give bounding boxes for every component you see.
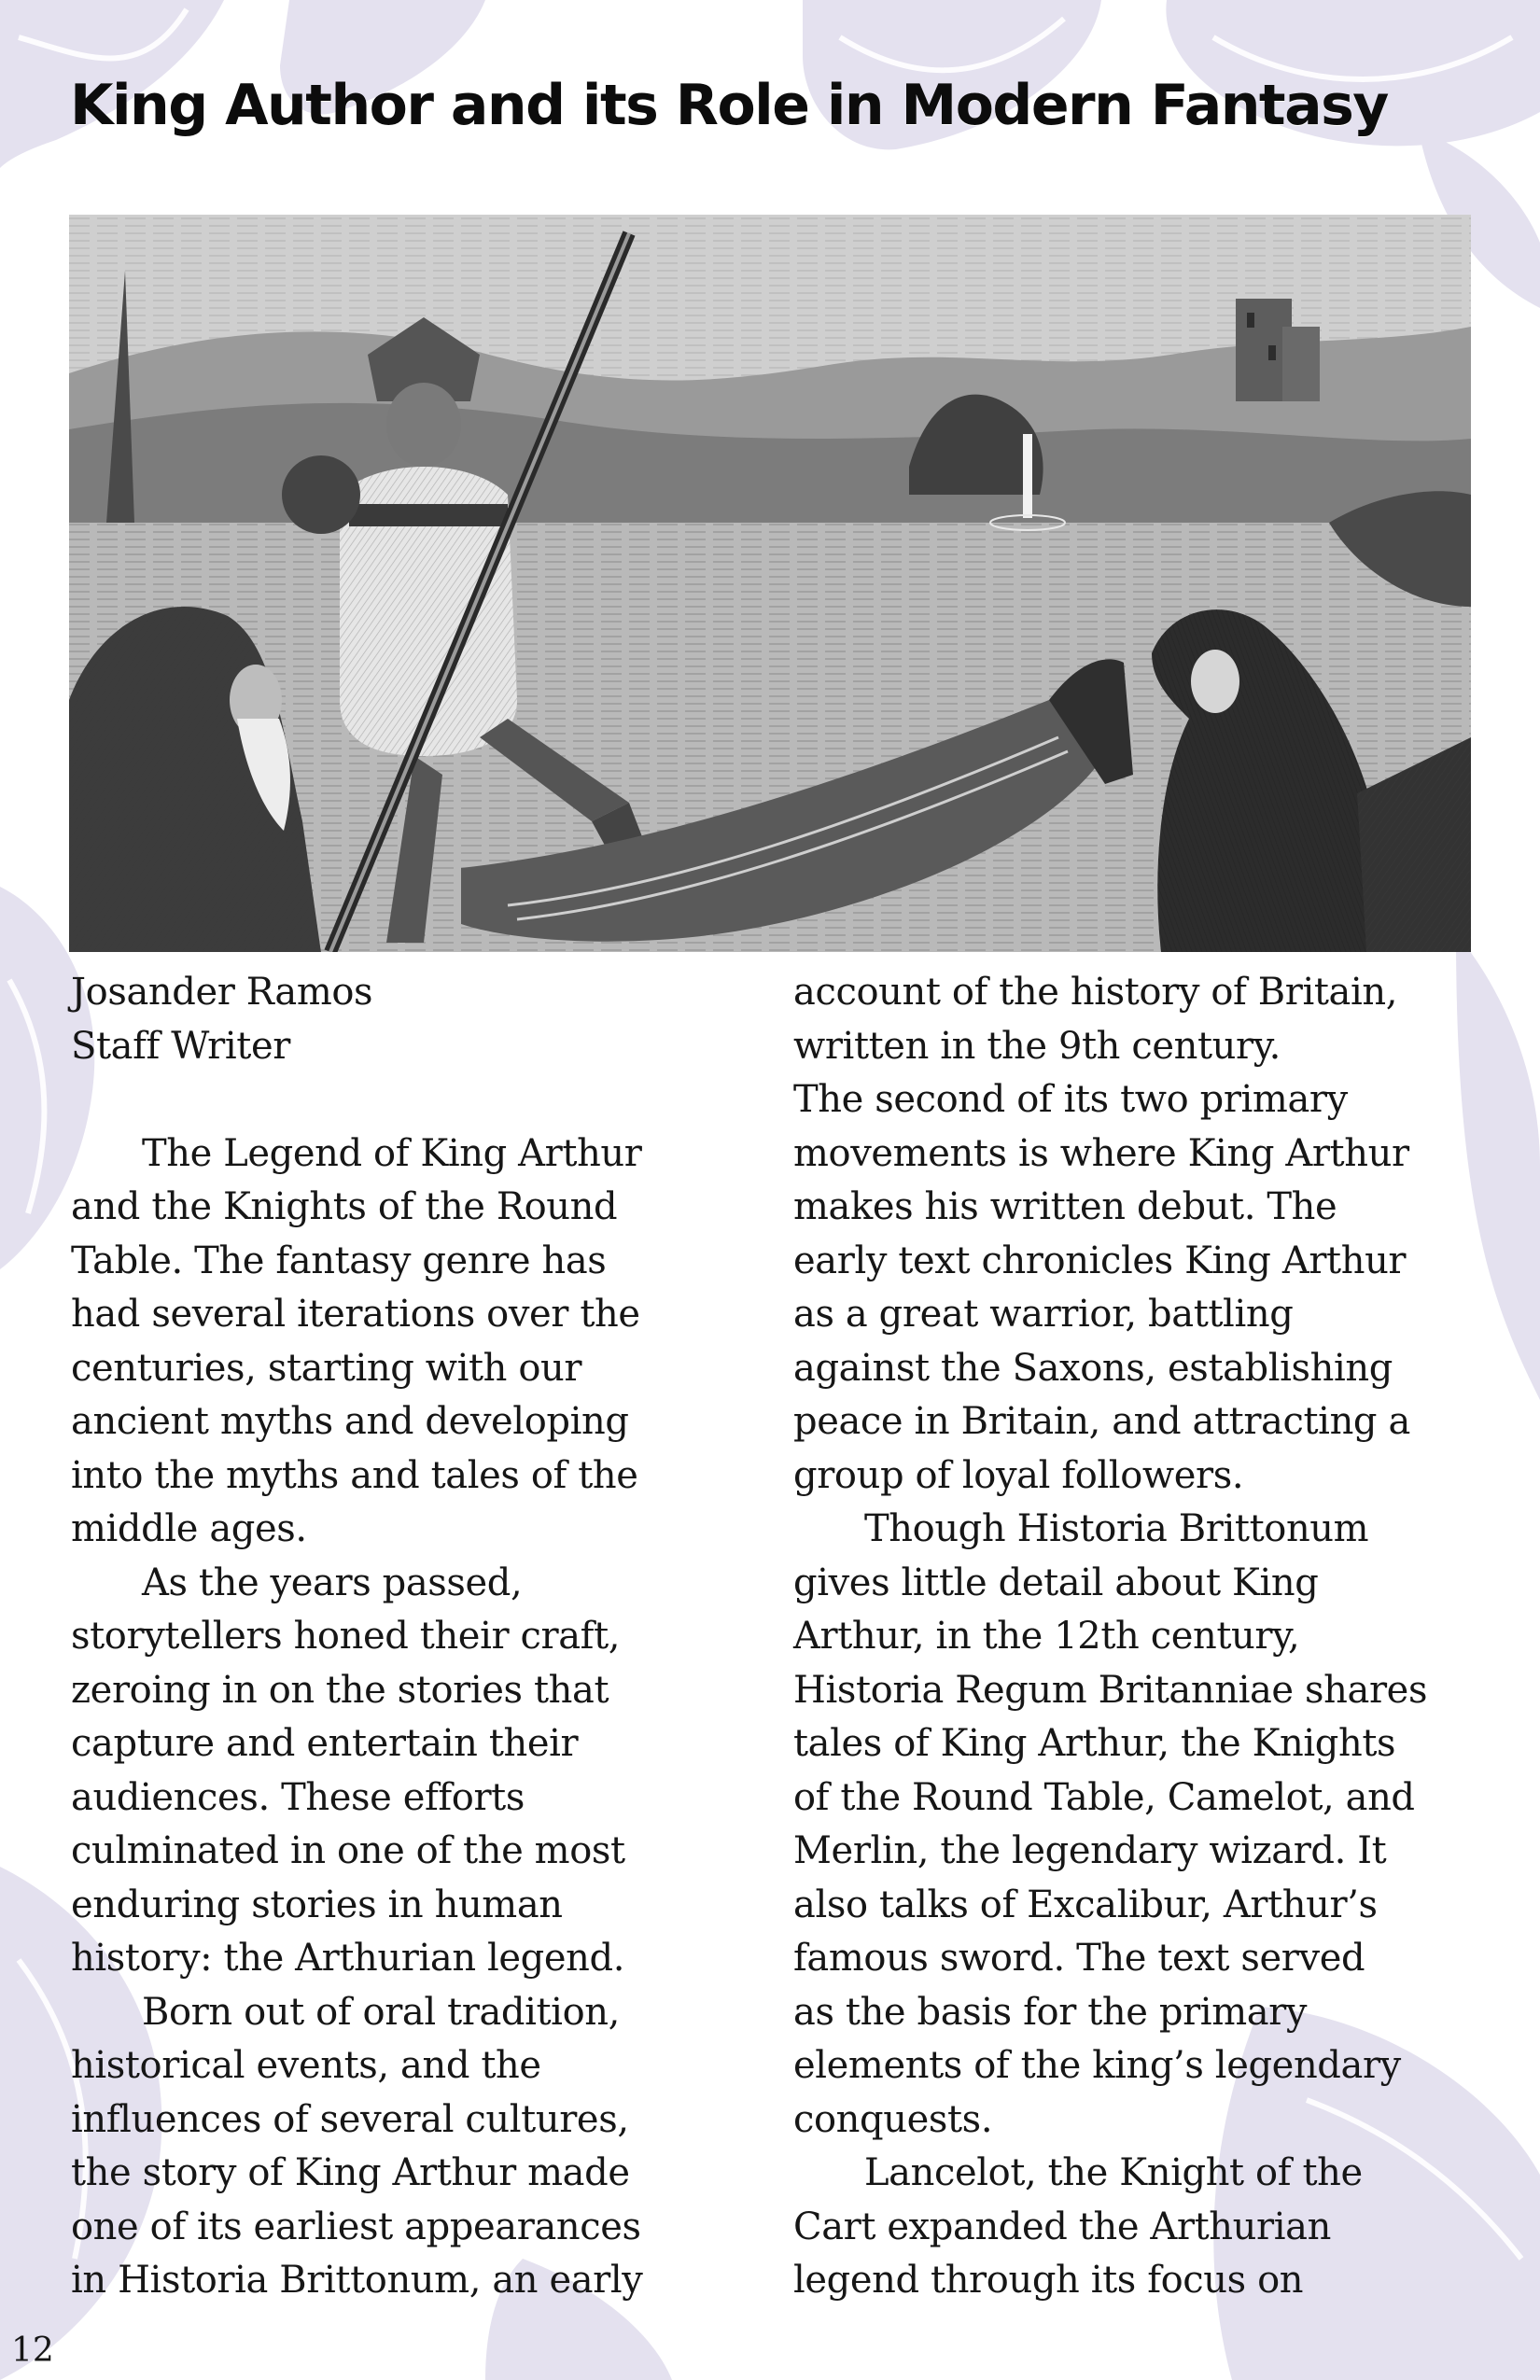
body-line: ancient myths and developing (71, 1400, 629, 1443)
body-line: The second of its two primary (793, 1078, 1348, 1121)
byline-author: Josander Ramos (71, 971, 373, 1014)
body-line: tales of King Arthur, the Knights (793, 1722, 1396, 1765)
body-line: conquests. (793, 2097, 993, 2141)
article-column-left (71, 966, 724, 2308)
body-line: Historia Regum Britanniae shares (793, 1668, 1428, 1712)
body-line: peace in Britain, and attracting a (793, 1400, 1410, 1443)
body-line: and the Knights of the Round (71, 1185, 618, 1228)
body-line: Born out of oral tradition, (142, 1990, 620, 2034)
body-line: into the myths and tales of the (71, 1453, 638, 1497)
body-line: The Legend of King Arthur (142, 1131, 642, 1175)
body-line: group of loyal followers. (793, 1453, 1244, 1497)
page-number: 12 (11, 2331, 54, 2370)
page-title: King Author and its Role in Modern Fantasy (70, 73, 1388, 138)
body-line: against the Saxons, establishing (793, 1346, 1393, 1390)
body-line: account of the history of Britain, (793, 971, 1398, 1014)
body-line: Arthur, in the 12th century, (793, 1615, 1300, 1658)
body-line: the story of King Arthur made (71, 2151, 630, 2194)
body-line: Cart expanded the Arthurian (793, 2205, 1331, 2248)
body-line: history: the Arthurian legend. (71, 1937, 625, 1980)
body-line: had several iterations over the (71, 1293, 640, 1336)
body-line: gives little detail about King (793, 1561, 1319, 1604)
body-line: elements of the king’s legendary (793, 2044, 1401, 2087)
body-line: of the Round Table, Camelot, and (793, 1775, 1415, 1819)
body-line: famous sword. The text served (793, 1937, 1365, 1980)
body-line: also talks of Excalibur, Arthur’s (793, 1883, 1378, 1926)
body-line: zeroing in on the stories that (71, 1668, 609, 1712)
body-line: historical events, and the (71, 2044, 541, 2087)
body-line: centuries, starting with our (71, 1346, 582, 1390)
body-line: audiences. These efforts (71, 1775, 525, 1819)
article-column-right (793, 966, 1475, 2308)
body-line: culminated in one of the most (71, 1829, 625, 1872)
body-line: Though Historia Brittonum (864, 1507, 1369, 1550)
body-line: written in the 9th century. (793, 1024, 1281, 1068)
body-line: as a great warrior, battling (793, 1293, 1294, 1336)
body-line: Merlin, the legendary wizard. It (793, 1829, 1387, 1872)
body-line: movements is where King Arthur (793, 1131, 1409, 1175)
body-line: Lancelot, the Knight of the (864, 2151, 1363, 2194)
body-line: enduring stories in human (71, 1883, 563, 1926)
body-line: early text chronicles King Arthur (793, 1239, 1407, 1282)
body-line: capture and entertain their (71, 1722, 579, 1765)
article-illustration (69, 215, 1471, 952)
paragraph-spacer (71, 1073, 724, 1127)
body-line: As the years passed, (142, 1561, 523, 1604)
body-line: in Historia Brittonum, an early (71, 2259, 643, 2302)
body-line: middle ages. (71, 1507, 307, 1550)
body-line: one of its earliest appearances (71, 2205, 641, 2248)
body-line: legend through its focus on (793, 2259, 1304, 2302)
byline-role: Staff Writer (71, 1024, 290, 1068)
body-line: makes his written debut. The (793, 1185, 1337, 1228)
engraving-illustration-icon (69, 215, 1471, 952)
body-line: as the basis for the primary (793, 1990, 1308, 2034)
body-line: storytellers honed their craft, (71, 1615, 621, 1658)
body-line: Table. The fantasy genre has (71, 1239, 607, 1282)
body-line: influences of several cultures, (71, 2097, 629, 2141)
